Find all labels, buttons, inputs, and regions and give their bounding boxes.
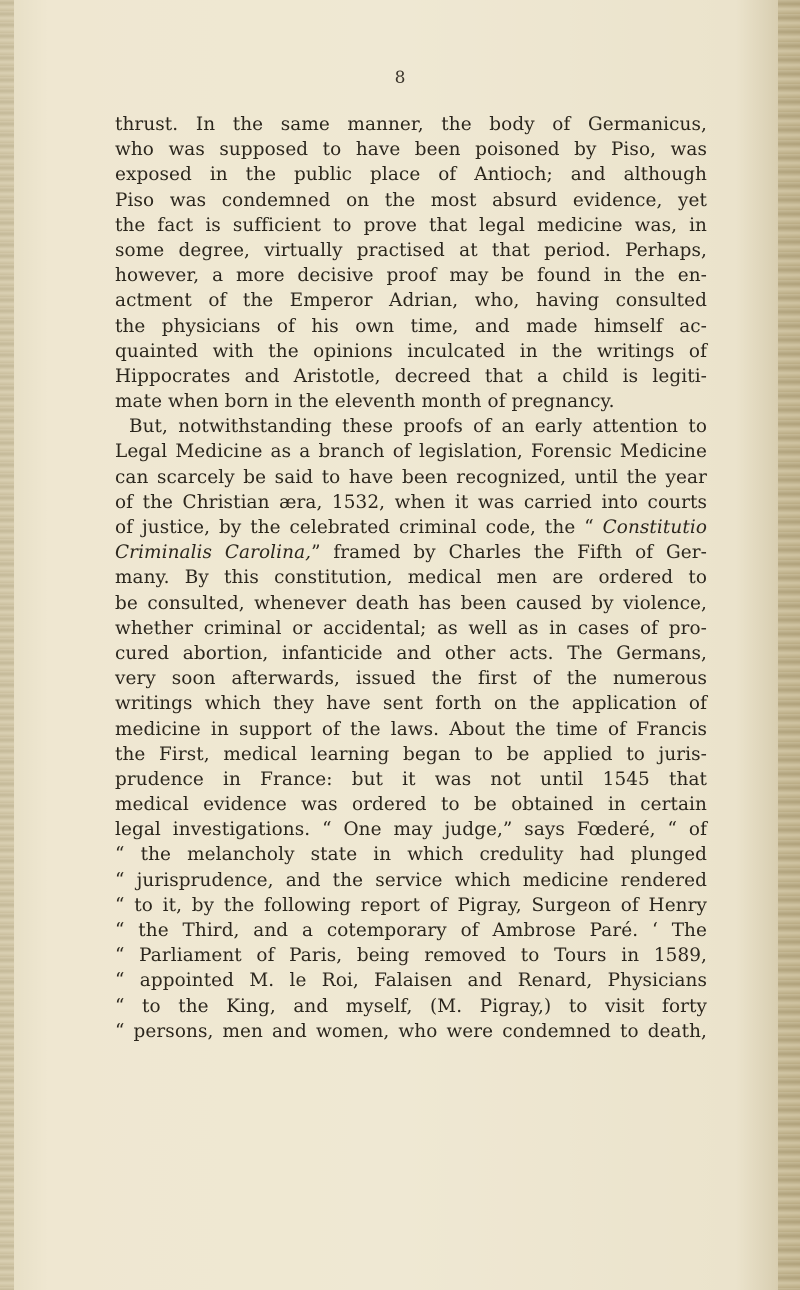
text-line: Criminalis Carolina,” framed by Charles the Fifth of Ger- <box>115 542 707 564</box>
text-line: medical evidence was ordered to be obtained in certain <box>115 794 707 816</box>
text-line: “ the melancholy state in which credulity had plunged <box>115 844 707 866</box>
text-line: prudence in France: but it was not until 1545 that <box>115 768 707 790</box>
text-line: Piso was condemned on the most absurd evidence, yet <box>115 189 707 211</box>
page-edge-shadow <box>778 0 800 1290</box>
page-number: 8 <box>394 68 406 88</box>
text-line: “ jurisprudence, and the service which medicine rendered <box>115 869 707 891</box>
text-line: the fact is sufficient to prove that legal medicine was, in <box>115 214 707 236</box>
text-line: Legal Medicine as a branch of legislation, Forensic Medicine <box>115 441 707 463</box>
text-line: cured abortion, infanticide and other acts. The Germans, <box>115 642 707 664</box>
text-line: mate when born in the eleventh month of pregnancy. <box>115 391 615 413</box>
text-line: “ to the King, and myself, (M. Pigray,) to visit forty <box>115 995 707 1017</box>
text-line: legal investigations. “ One may judge,” says Fœderé, “ of <box>115 819 707 841</box>
text-line: who was supposed to have been poisoned by Piso, was <box>115 139 707 161</box>
text-line: actment of the Emperor Adrian, who, having consulted <box>115 290 707 312</box>
text-line: some degree, virtually practised at that period. Perhaps, <box>115 239 707 261</box>
text-line: exposed in the public place of Antioch; and although <box>115 164 707 186</box>
text-line: be consulted, whenever death has been caused by violence, <box>115 592 707 614</box>
text-line: Hippocrates and Aristotle, decreed that a child is legiti- <box>115 365 707 387</box>
text-line: writings which they have sent forth on the application of <box>115 693 707 715</box>
text-line: the physicians of his own time, and made himself ac- <box>115 315 707 337</box>
text-line: can scarcely be said to have been recognized, until the year <box>115 466 707 488</box>
text-line: “ to it, by the following report of Pigray, Surgeon of Henry <box>115 894 707 916</box>
text-line: of justice, by the celebrated criminal code, the “ Constitutio <box>115 517 707 538</box>
text-line: “ the Third, and a cotemporary of Ambrose Paré. ‘ The <box>115 920 707 941</box>
text-line: “ appointed M. le Roi, Falaisen and Renard, Physicians <box>115 970 707 992</box>
text-line: thrust. In the same manner, the body of Germanicus, <box>115 114 707 135</box>
text-line: the First, medical learning began to be applied to juris- <box>115 743 707 765</box>
text-line: whether criminal or accidental; as well as in cases of pro- <box>115 617 707 639</box>
text-line: “ Parliament of Paris, being removed to Tours in 1589, <box>115 945 707 967</box>
page-gutter-shadow <box>0 0 14 1290</box>
text-line: medicine in support of the laws. About the time of Francis <box>115 718 707 740</box>
text-line: But, notwithstanding these proofs of an early attention to <box>129 416 707 438</box>
text-line: “ persons, men and women, who were condemned to death, <box>115 1020 707 1042</box>
text-line: many. By this constitution, medical men are ordered to <box>115 567 707 589</box>
text-line: quainted with the opinions inculcated in the writings of <box>115 340 707 362</box>
text-line: however, a more decisive proof may be found in the en- <box>115 265 707 287</box>
text-line: of the Christian æra, 1532, when it was carried into courts <box>115 491 707 513</box>
body-text <box>115 112 707 1044</box>
text-line: very soon afterwards, issued the first of the numerous <box>115 668 707 690</box>
